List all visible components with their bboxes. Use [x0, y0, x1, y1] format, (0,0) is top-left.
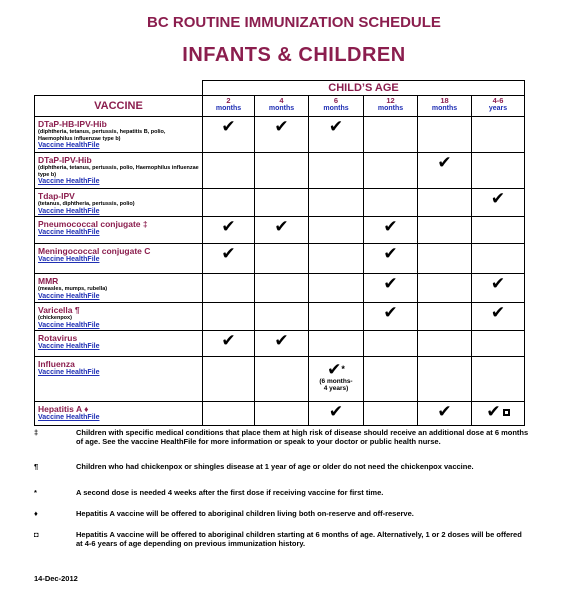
vaccine-healthfile-link[interactable]: Vaccine HealthFile	[38, 321, 100, 329]
table-row	[35, 153, 525, 189]
vaccine-name: Rotavirus	[38, 333, 78, 343]
vaccine-healthfile-link[interactable]: Vaccine HealthFile	[38, 142, 100, 149]
footnote-text: Children with specific medical conditions that place them at high risk of disease should receive an additional dose at 6 months of age. See the vaccine HealthFile for more information or speak to your doctor or public health nurse.	[76, 428, 529, 446]
check-icon: ✔	[274, 331, 289, 350]
check-icon: ✔	[221, 331, 236, 350]
vaccine-name: Tdap-IPV	[38, 191, 75, 201]
table-row	[35, 402, 525, 426]
table-row	[35, 244, 525, 274]
table-row	[35, 117, 525, 153]
vaccine-desc: (diphtheria, tetanus, pertussis, polio, Haemophilus influenzae type b)	[38, 165, 199, 178]
check-icon: ✔	[221, 117, 236, 136]
child-age-header: CHILD’S AGE	[203, 81, 525, 96]
vaccine-healthfile-link[interactable]: Vaccine HealthFile	[38, 229, 100, 236]
check-icon: ✔	[490, 274, 506, 293]
footnote-symbol: ‡	[34, 428, 39, 437]
blank-corner	[35, 81, 203, 96]
vaccine-desc: (chickenpox)	[38, 315, 72, 321]
page-subtitle: INFANTS & CHILDREN	[182, 44, 406, 66]
square-marker-icon	[503, 409, 510, 416]
vaccine-healthfile-link[interactable]: Vaccine HealthFile	[38, 256, 100, 263]
age-col-4m: 4 months	[255, 96, 309, 117]
footnote-text: Hepatitis A vaccine will be offered to aboriginal children starting at 6 months of age. Alternatively, 1 or 2 doses will be offered at 4-6 years of age depending on previous immunization history.	[76, 530, 522, 548]
footnote-symbol: ¶	[34, 462, 39, 471]
footnote-symbol: *	[34, 488, 37, 497]
check-icon: ✔	[490, 303, 506, 322]
age-col-12m: 12 months	[364, 96, 418, 117]
age-col-4-6y: 4-6 years	[472, 96, 525, 117]
footnote-symbol: ◘	[34, 530, 39, 539]
vaccine-cell	[35, 274, 203, 303]
vaccine-cell	[35, 331, 203, 357]
footnote-text: Hepatitis A vaccine will be offered to aboriginal children living both on-reserve and off-reserve.	[76, 509, 414, 518]
table-row	[35, 357, 525, 402]
check-icon: ✔	[383, 244, 398, 263]
check-icon: ✔	[328, 402, 344, 421]
vaccine-desc: (diphtheria, tetanus, pertussis, hepatitis B, polio, Haemophilus influenzae type b)	[38, 129, 166, 142]
footnote-text: Children who had chickenpox or shingles disease at 1 year of age or older do not need the chickenpox vaccine.	[76, 462, 474, 471]
vaccine-healthfile-link[interactable]: Vaccine HealthFile	[38, 292, 100, 300]
vaccine-cell	[35, 357, 203, 402]
vaccine-cell	[35, 153, 203, 189]
check-icon: ✔	[383, 303, 398, 322]
vaccine-header: VACCINE	[35, 96, 203, 117]
vaccine-name: DTaP-IPV-Hib	[38, 155, 92, 165]
document-date: 14-Dec-2012	[34, 574, 78, 583]
check-icon: ✔	[221, 217, 236, 236]
check-icon: ✔	[472, 403, 524, 420]
asterisk-marker: *	[341, 364, 345, 374]
footnote-text: A second dose is needed 4 weeks after the first dose if receiving vaccine for first time.	[76, 488, 384, 497]
vaccine-name: Influenza	[38, 359, 75, 369]
vaccine-healthfile-link[interactable]: Vaccine HealthFile	[38, 343, 100, 350]
vaccine-cell	[35, 189, 203, 217]
vaccine-desc: (measles, mumps, rubella)	[38, 286, 108, 292]
vaccine-healthfile-link[interactable]: Vaccine HealthFile	[38, 207, 100, 215]
table-row	[35, 331, 525, 357]
check-icon: ✔*	[327, 360, 345, 379]
table-row	[35, 189, 525, 217]
check-icon: ✔	[221, 244, 236, 263]
vaccine-cell	[35, 117, 203, 153]
vaccine-healthfile-link[interactable]: Vaccine HealthFile	[38, 369, 100, 376]
vaccine-healthfile-link[interactable]: Vaccine HealthFile	[38, 178, 100, 185]
age-col-2m: 2 months	[203, 96, 255, 117]
vaccine-name: Hepatitis A ♦	[38, 404, 89, 414]
check-icon: ✔	[383, 274, 398, 293]
vaccine-name: Meningococcal conjugate C	[38, 246, 151, 256]
immunization-schedule-table	[34, 80, 525, 426]
check-icon: ✔	[437, 153, 452, 172]
check-icon: ✔	[328, 117, 344, 136]
vaccine-cell	[35, 244, 203, 274]
vaccine-desc: (tetanus, diphtheria, pertussis, polio)	[38, 201, 135, 207]
vaccine-name: Pneumococcal conjugate ‡	[38, 219, 148, 229]
age-col-18m: 18 months	[418, 96, 472, 117]
page-title: BC ROUTINE IMMUNIZATION SCHEDULE	[147, 14, 441, 31]
age-col-6m: 6 months	[309, 96, 364, 117]
footnote-symbol: ♦	[34, 509, 38, 518]
vaccine-cell	[35, 402, 203, 426]
check-icon: ✔	[437, 402, 452, 421]
check-icon: ✔	[274, 217, 289, 236]
table-row	[35, 274, 525, 303]
vaccine-name: Varicella ¶	[38, 305, 80, 315]
check-icon: ✔	[383, 217, 398, 236]
vaccine-cell	[35, 217, 203, 244]
check-icon: ✔	[490, 189, 506, 208]
table-row	[35, 217, 525, 244]
check-icon: ✔	[274, 117, 289, 136]
vaccine-name: MMR	[38, 276, 59, 286]
table-row	[35, 303, 525, 331]
influenza-age-note: (6 months-	[319, 378, 353, 385]
vaccine-healthfile-link[interactable]: Vaccine HealthFile	[38, 414, 100, 421]
vaccine-cell	[35, 303, 203, 331]
influenza-age-note-2: 4 years)	[323, 385, 349, 392]
vaccine-name: DTaP-HB-IPV-Hib	[38, 119, 107, 129]
